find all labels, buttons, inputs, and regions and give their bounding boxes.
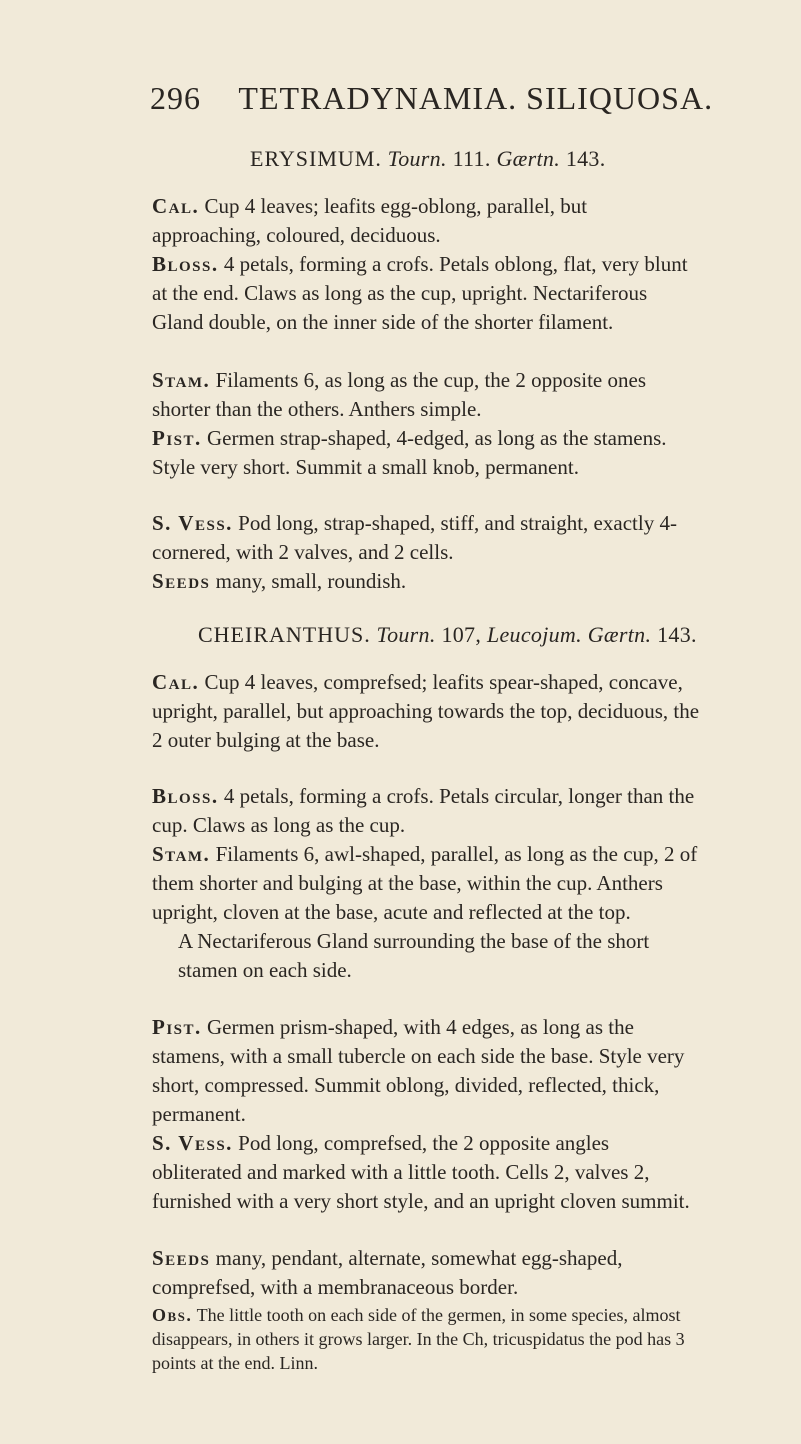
section-label: Seeds: [152, 569, 211, 593]
section-text: 4 petals, forming a crofs. Petals circular, longer than the cup. Claws as long as the cup.: [152, 784, 695, 837]
section-label: S. Vess.: [152, 511, 233, 535]
section-text-continued: A Nectariferous Gland surrounding the base of the short stamen on each side.: [178, 929, 650, 982]
genus-heading-erysimum: [250, 146, 606, 172]
section-label: Obs.: [152, 1305, 193, 1325]
section-text: The little tooth on each side of the germen, in some species, almost disappears, in others it grows larger. In the Ch, tricuspidatus the pod has 3 points at the end. Linn.: [152, 1305, 685, 1373]
cheiranthus-corolla: [152, 782, 700, 840]
running-title: TETRADYNAMIA. SILIQUOSA.: [238, 80, 714, 116]
cheiranthus-calyx: [152, 668, 700, 755]
erysimum-vessel: [152, 509, 700, 567]
section-text: many, small, roundish.: [215, 569, 407, 593]
erysimum-pistil: [152, 424, 700, 482]
section-text: many, pendant, alternate, somewhat egg-shaped, comprefsed, with a membranaceous border.: [152, 1246, 623, 1299]
reference-number: 143.: [657, 622, 697, 647]
section-text: Germen strap-shaped, 4-edged, as long as the stamens. Style very short. Summit a small knob, permanent.: [152, 426, 667, 479]
section-label: Bloss.: [152, 252, 219, 276]
reference-author: Gærtn.: [496, 146, 560, 171]
cheiranthus-seeds: [152, 1244, 700, 1302]
genus-heading-cheiranthus: [198, 622, 697, 648]
section-label: Stam.: [152, 368, 211, 392]
cheiranthus-stamens: [152, 840, 700, 985]
section-text: Pod long, comprefsed, the 2 opposite angles obliterated and marked with a little tooth. Cells 2, valves 2, furnished with a very short style, and an upright cloven summit.: [152, 1131, 690, 1213]
reference-author: Gærtn.: [587, 622, 652, 647]
section-text: Filaments 6, awl-shaped, parallel, as long as the cup, 2 of them shorter and bulging at the base, within the cup. Anthers upright, cloven at the base, acute and reflected at the top.: [152, 842, 698, 924]
section-text: Pod long, strap-shaped, stiff, and straight, exactly 4-cornered, with 2 valves, and 2 cells.: [152, 511, 677, 564]
cheiranthus-pistil: [152, 1013, 700, 1129]
page-number: 296: [150, 80, 201, 116]
section-label: S. Vess.: [152, 1131, 233, 1155]
erysimum-stamens: [152, 366, 700, 424]
section-text: Germen prism-shaped, with 4 edges, as long as the stamens, with a small tubercle on each side the base. Style very short, compressed. Summit oblong, divided, reflected, thick, permanent.: [152, 1015, 685, 1126]
reference-number: 111.: [452, 146, 491, 171]
section-text: 4 petals, forming a crofs. Petals oblong, flat, very blunt at the end. Claws as long as the cup, upright. Nectariferous Gland double, on the inner side of the shorter filament.: [152, 252, 688, 334]
erysimum-seeds: [152, 567, 700, 596]
section-label: Cal.: [152, 670, 200, 694]
cheiranthus-vessel: [152, 1129, 700, 1216]
section-label: Cal.: [152, 194, 200, 218]
section-text: Cup 4 leaves, comprefsed; leafits spear-shaped, concave, upright, parallel, but approaching towards the top, deciduous, the 2 outer bulging at the base.: [152, 670, 700, 752]
erysimum-corolla: [152, 250, 700, 337]
reference-number: 143.: [565, 146, 606, 171]
reference-author: Tourn.: [387, 146, 447, 171]
section-label: Seeds: [152, 1246, 211, 1270]
section-label: Pist.: [152, 1015, 202, 1039]
genus-name: CHEIRANTHUS.: [198, 622, 371, 647]
section-label: Bloss.: [152, 784, 219, 808]
reference-number: 107,: [441, 622, 482, 647]
section-text: Cup 4 leaves; leafits egg-oblong, parallel, but approaching, coloured, deciduous.: [152, 194, 588, 247]
page-header: [150, 80, 714, 117]
cheiranthus-observation: [152, 1303, 700, 1375]
erysimum-calyx: [152, 192, 700, 250]
section-label: Pist.: [152, 426, 202, 450]
genus-name: ERYSIMUM.: [250, 146, 382, 171]
section-text: Filaments 6, as long as the cup, the 2 opposite ones shorter than the others. Anthers simple.: [152, 368, 647, 421]
reference-author: Tourn.: [376, 622, 436, 647]
section-label: Stam.: [152, 842, 211, 866]
reference-synonym: Leucojum.: [486, 622, 582, 647]
